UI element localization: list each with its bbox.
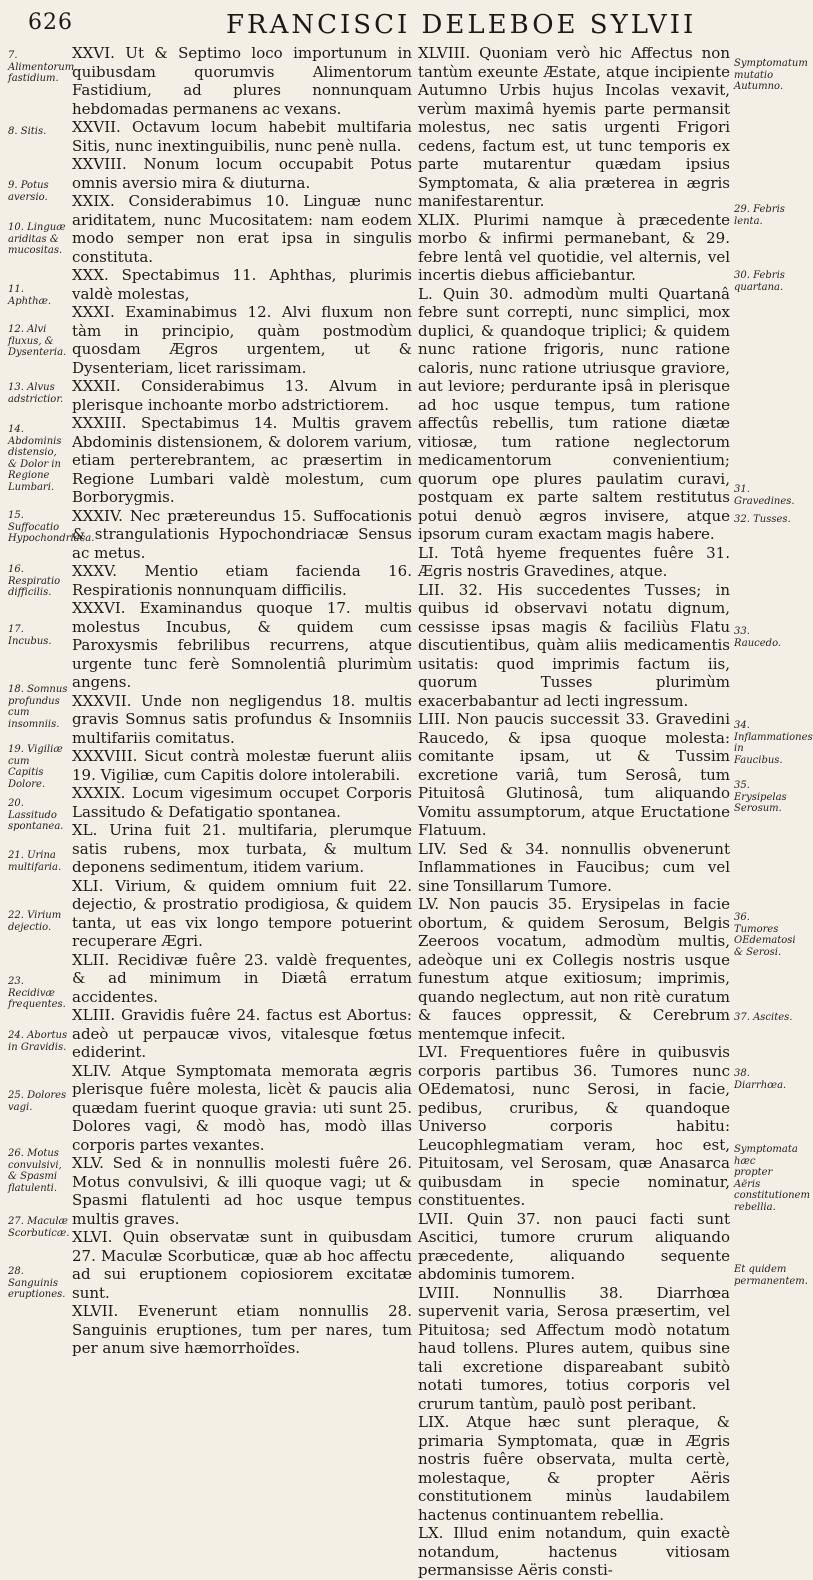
paragraph: XXXVII. Unde non negligendus 18. multis gravis Somnus satis profundus & Insomniis multifariis comitatus. (72, 691, 412, 747)
margin-note: 32. Tusses. (734, 514, 791, 525)
paragraph: XL. Urina fuit 21. multifaria, plerumque satis rubens, mox turbata, & multum deponens sedimentum, itidem varium. (72, 821, 412, 876)
paragraph: XXX. Spectabimus 11. Aphthas, plurimis valdè molestas, (72, 266, 412, 303)
paragraph: LV. Non paucis 35. Erysipelas in facie obortum, & quidem Serosum, Belgis Zeeroos vocatum, admodùm multis, adeòque uni ex Collegis nostris usque funestum atque exitiosum; imprimis, quando neglectum, aut non ritè curatum & fauces oppressit, & Cerebrum mentemque infecit. (418, 895, 730, 1043)
paragraph: XXXIX. Locum vigesimum occupet Corporis Lassitudo & Defatigatio spontanea. (72, 784, 412, 821)
margin-note: 26. Motus convulsivi, & Spasmi flatulenti. (8, 1148, 62, 1194)
paragraph: XLIII. Gravidis fuêre 24. factus est Abortus: adeò ut perpaucæ vivos, vitalesque fœtus ediderint. (72, 1006, 412, 1061)
paragraph: LVII. Quin 37. non pauci facti sunt Ascitici, tumore crurum aliquando præcedente, aliquando sequente abdominis tumorem. (418, 1209, 730, 1283)
left-text-column (72, 44, 412, 1358)
paragraph: XXXIV. Nec prætereundus 15. Suffocationis & strangulationis Hypochondriacæ Sensus ac metus. (72, 506, 412, 562)
paragraph: XLVI. Quin observatæ sunt in quibusdam 27. Maculæ Scorbuticæ, quæ ab hoc affectu ad sui eruptionem copiosiorem excitatæ sunt. (72, 1228, 412, 1302)
paragraph: LIX. Atque hæc sunt pleraque, & primaria Symptomata, quæ in Ægris nostris fuêre observata, multa certè, molestaque, & propter Aëris constitutionem minùs laudabilem hactenus continuantem rebellia. (418, 1413, 730, 1524)
margin-note: 8. Sitis. (8, 126, 47, 137)
page-header (28, 8, 778, 48)
margin-note: 35. Erysipelas Serosum. (734, 780, 787, 814)
margin-note: 18. Somnus profundus cum insomniis. (8, 684, 68, 730)
margin-note: 21. Urina multifaria. (8, 850, 62, 873)
right-text-column (418, 44, 730, 1580)
margin-note: 22. Virium dejectio. (8, 910, 62, 933)
margin-note: 17. Incubus. (8, 624, 52, 647)
margin-note: 12. Alvi fluxus, & Dysenteria. (8, 324, 67, 358)
paragraph: XXXVI. Examinandus quoque 17. multis molestus Incubus, & quidem cum Paroxysmis febrilibus recurrens, atque urgente tunc ferè Somnolentiâ plurimùm angens. (72, 599, 412, 691)
paragraph: XLI. Virium, & quidem omnium fuit 22. dejectio, & prostratio prodigiosa, & quidem tanta, ut eas vix longo tempore potuerint recuperare Ægri. (72, 876, 412, 950)
paragraph: XXXIII. Spectabimus 14. Multis gravem Abdominis distensionem, & dolorem varium, etiam perterebrantem, ac præsertim in Regione Lumbari valdè molestum, cum Borborygmis. (72, 414, 412, 506)
margin-note: 29. Febris lenta. (734, 204, 785, 227)
margin-note: 15. Suffocatio Hypochondriaca. (8, 510, 95, 544)
margin-note: Et quidem permanentem. (734, 1264, 808, 1287)
margin-note: 23. Recidivæ frequentes. (8, 976, 66, 1010)
paragraph: XXXVIII. Sicut contrà molestæ fuerunt aliis 19. Vigiliæ, cum Capitis dolore intolerabili. (72, 747, 412, 784)
paragraph: LX. Illud enim notandum, quin exactè notandum, hactenus vitiosam permansisse Aëris consti- (418, 1524, 730, 1579)
margin-note: 7. Alimentorum fastidium. (8, 50, 75, 84)
margin-note: 33. Raucedo. (734, 626, 782, 649)
paragraph: LVIII. Nonnullis 38. Diarrhœa supervenit varia, Serosa præsertim, vel Pituitosa; sed Affectum modò notatum haud tollens. Plures autem, quibus sine tali excretione dispareabant subitò notati tumores, totius corporis vel crurum tantùm, paulò post peribant. (418, 1283, 730, 1413)
paragraph: LVI. Frequentiores fuêre in quibusvis corporis partibus 36. Tumores nunc OEdematosi, nunc Serosi, in facie, pedibus, cruribus, & quandoque Universo corporis habitu: Leucophlegmatiam veram, hoc est, Pituitosam, vel Serosam, quæ Anasarca quibusdam in specie nominatur, constituentes. (418, 1043, 730, 1209)
margin-note: 30. Febris quartana. (734, 270, 785, 293)
margin-note: 24. Abortus in Gravidis. (8, 1030, 68, 1053)
paragraph: XXIX. Considerabimus 10. Linguæ nunc ariditatem, nunc Mucositatem: nam eodem modo semper non erat ipsa in singulis constituta. (72, 192, 412, 266)
paragraph: L. Quin 30. admodùm multi Quartanâ febre sunt correpti, nunc simplici, mox duplici, & quandoque triplici; & quidem nunc ratione frigoris, nunc ratione caloris, nunc ratione utriusque graviore, aut leviore; perdurante ipsâ in plerisque ad hoc usque tempus, tum ratione affectûs rebellis, tum ratione diætæ vitiosæ, tum ratione neglectorum medicamentorum convenientium; quorum ope plures paulatim curavi, postquam ex parte saltem restitutus potui denuò ægros invisere, atque ipsorum curam exactam magis habere. (418, 284, 730, 543)
margin-note: 31. Gravedines. (734, 484, 795, 507)
paragraph: XLIV. Atque Symptomata memorata ægris plerisque fuêre molesta, licèt & paucis alia quædam fuerint quoque gravia: uti sunt 25. Dolores vagi, & modò has, modò illas corporis partes vexantes. (72, 1061, 412, 1154)
paragraph: XXVIII. Nonum locum occupabit Potus omnis aversio mira & diuturna. (72, 155, 412, 192)
margin-note: 25. Dolores vagi. (8, 1090, 67, 1113)
running-head: FRANCISCI DELEBOE SYLVII (226, 10, 697, 40)
margin-note: 11. Aphthæ. (8, 284, 52, 307)
paragraph: XLII. Recidivæ fuêre 23. valdè frequentes, & ad minimum in Diætâ erratum accidentes. (72, 950, 412, 1006)
paragraph: XLVIII. Quoniam verò hic Affectus non tantùm exeunte Æstate, atque incipiente Autumno Urbis hujus Incolas vexavit, verùm maximâ hyemis parte permansit molestus, nec satis urgenti Frigori cedens, factum est, ut tunc temporis ex parte mutarentur quædam ipsius Symptomata, & alia præterea in ægris manifestarentur. (418, 44, 730, 210)
margin-note: 36. Tumores OEdematosi & Serosi. (734, 912, 796, 958)
margin-note: 14. Abdominis distensio, & Dolor in Regione Lumbari. (8, 424, 62, 493)
paragraph: XLIX. Plurimi namque à præcedente morbo & infirmi permanebant, & 29. febre lentâ vel quotidie, vel alternis, vel incertis diebus afficiebantur. (418, 210, 730, 284)
paragraph: XXVI. Ut & Septimo loco importunum in quibusdam quorumvis Alimentorum Fastidium, ad plures nonnunquam hebdomadas permanens ac vexans. (72, 44, 412, 118)
paragraph: LI. Totâ hyeme frequentes fuêre 31. Ægris nostris Gravedines, atque. (418, 543, 730, 580)
margin-note: 19. Vigiliæ cum Capitis Dolore. (8, 744, 63, 790)
paragraph: LIV. Sed & 34. nonnullis obvenerunt Inflammationes in Faucibus; cum vel sine Tonsillarum Tumore. (418, 839, 730, 895)
page-number: 626 (28, 10, 73, 35)
paragraph: XXXV. Mentio etiam facienda 16. Respirationis nonnunquam difficilis. (72, 562, 412, 599)
margin-note: 9. Potus aversio. (8, 180, 49, 203)
margin-note: 37. Ascites. (734, 1012, 793, 1023)
margin-note: 27. Maculæ Scorbuticæ. (8, 1216, 70, 1239)
margin-note: 38. Diarrhœa. (734, 1068, 787, 1091)
paragraph: LII. 32. His succedentes Tusses; in quibus id observavi notatu dignum, cessisse ipsas magis & faciliùs Flatu discutientibus, quàm aliis medicamentis usitatis: quod imprimis factum iis, quorum Tusses plurimùm exacerbabantur ad lecti ingressum. (418, 580, 730, 710)
margin-note: 34. Inflammationes in Faucibus. (734, 720, 813, 766)
paragraph: XXVII. Octavum locum habebit multifaria Sitis, nunc inextinguibilis, nunc penè nulla. (72, 118, 412, 155)
margin-note: 13. Alvus adstrictior. (8, 382, 64, 405)
margin-note: Symptomata hæc propter Aëris constitutionem rebellia. (734, 1144, 810, 1213)
margin-note: 10. Linguæ ariditas & mucositas. (8, 222, 66, 256)
margin-note: Symptomatum mutatio Autumno. (734, 58, 808, 92)
margin-note: 16. Respiratio difficilis. (8, 564, 61, 598)
margin-note: 20. Lassitudo spontanea. (8, 798, 64, 832)
paragraph: XXXI. Examinabimus 12. Alvi fluxum non tàm in principio, quàm postmodùm quosdam Ægros urgentem, ut & Dysenteriam, licet rarissimam. (72, 303, 412, 377)
paragraph: XLV. Sed & in nonnullis molesti fuêre 26. Motus convulsivi, & illi quoque vagi; ut & Spasmi flatulenti ad hoc usque tempus multis graves. (72, 1154, 412, 1228)
paragraph: XLVII. Evenerunt etiam nonnullis 28. Sanguinis eruptiones, tum per nares, tum per anum sive hæmorrhoïdes. (72, 1302, 412, 1357)
paragraph: LIII. Non paucis successit 33. Gravedini Raucedo, & ipsa quoque molesta: comitante ipsam, ut & Tussim excretione variâ, tum Serosâ, tum Pituitosâ Glutinosâ, tum aliquando Vomitu assumptorum, atque Eructatione Flatuum. (418, 710, 730, 839)
paragraph: XXXII. Considerabimus 13. Alvum in plerisque inchoante morbo adstrictiorem. (72, 377, 412, 414)
margin-note: 28. Sanguinis eruptiones. (8, 1266, 66, 1300)
